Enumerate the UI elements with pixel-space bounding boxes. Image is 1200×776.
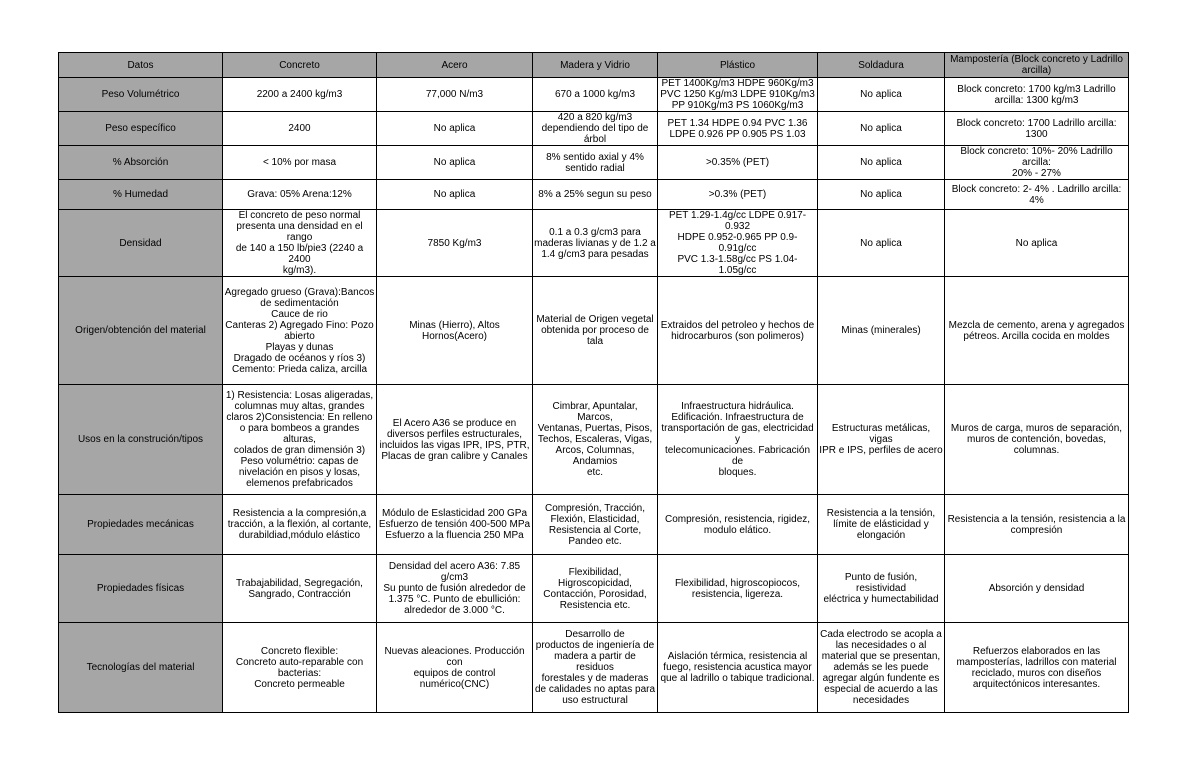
table-cell: Material de Origen vegetal obtenida por proceso de tala — [533, 277, 658, 385]
table-row — [59, 112, 1129, 146]
table-cell: 420 a 820 kg/m3 dependiendo del tipo de árbol — [533, 112, 658, 146]
row-label: % Humedad — [59, 180, 223, 210]
table-cell: Agregado grueso (Grava):Bancos de sedimentación Cauce de rio Canteras 2) Agregado Fino: Pozo abierto Playas y dunas Dragado de océanos y ríos 3) Cemento: Prieda caliza, arcilla — [223, 277, 377, 385]
table-cell: PET 1.34 HDPE 0.94 PVC 1.36 LDPE 0.926 PP 0.905 PS 1.03 — [658, 112, 818, 146]
header-cell-soldadura: Soldadura — [818, 53, 945, 78]
table-cell: Flexibilidad, higroscopiocos, resistencia, ligereza. — [658, 555, 818, 623]
table-cell: Refuerzos elaborados en las mamposterías, ladrillos con material reciclado, muros con diseños arquitectónicos interesantes. — [945, 623, 1129, 713]
row-label: Tecnologías del material — [59, 623, 223, 713]
table-row — [59, 180, 1129, 210]
table-cell: Infraestructura hidráulica. Edificación. Infraestructura de transportación de gas, electricidad y telecomunicaciones. Fabricación de bloques. — [658, 385, 818, 495]
table-cell: 2200 a 2400 kg/m3 — [223, 78, 377, 112]
table-cell: 8% a 25% segun su peso — [533, 180, 658, 210]
table-cell: PET 1.29-1.4g/cc LDPE 0.917-0.932 HDPE 0.952-0.965 PP 0.9-0.91g/cc PVC 1.3-1.58g/cc PS 1.04-1.05g/cc — [658, 210, 818, 277]
table-cell: Cimbrar, Apuntalar, Marcos, Ventanas, Puertas, Pisos, Techos, Escaleras, Vigas, Arcos, Columnas, Andamios etc. — [533, 385, 658, 495]
table-cell: 1) Resistencia: Losas aligeradas, columnas muy altas, grandes claros 2)Consistencia: En relleno o para bombeos a grandes alturas, colados de gran dimensión 3) Peso volumétrio: capas de nivelación en pisos y losas, elemenos prefabricados — [223, 385, 377, 495]
table-cell: No aplica — [818, 210, 945, 277]
table-row — [59, 385, 1129, 495]
table-cell: Estructuras metálicas, vigas IPR e IPS, perfiles de acero — [818, 385, 945, 495]
table-cell: No aplica — [945, 210, 1129, 277]
table-cell: 0.1 a 0.3 g/cm3 para maderas livianas y de 1.2 a 1.4 g/cm3 para pesadas — [533, 210, 658, 277]
table-cell: Resistencia a la compresión,a tracción, a la flexión, al cortante, durabildiad,módulo elástico — [223, 495, 377, 555]
table-cell: No aplica — [377, 112, 533, 146]
row-label: Usos en la construción/tipos — [59, 385, 223, 495]
table-cell: Módulo de Eslasticidad 200 GPa Esfuerzo de tensión 400-500 MPa Esfuerzo a la fluencia 250 MPa — [377, 495, 533, 555]
table-row — [59, 495, 1129, 555]
header-cell-concreto: Concreto — [223, 53, 377, 78]
table-row — [59, 146, 1129, 180]
table-cell: Concreto flexible: Concreto auto-reparable con bacterias: Concreto permeable — [223, 623, 377, 713]
header-cell-datos: Datos — [59, 53, 223, 78]
table-cell: PET 1400Kg/m3 HDPE 960Kg/m3 PVC 1250 Kg/m3 LDPE 910Kg/m3 PP 910Kg/m3 PS 1060Kg/m3 — [658, 78, 818, 112]
table-row — [59, 555, 1129, 623]
table-cell: No aplica — [818, 146, 945, 180]
table-cell: No aplica — [818, 112, 945, 146]
table-cell: Grava: 05% Arena:12% — [223, 180, 377, 210]
table-cell: >0.35% (PET) — [658, 146, 818, 180]
row-label: Peso específico — [59, 112, 223, 146]
table-cell: No aplica — [377, 146, 533, 180]
header-cell-acero: Acero — [377, 53, 533, 78]
table-row — [59, 623, 1129, 713]
table-cell: No aplica — [818, 180, 945, 210]
table-cell: No aplica — [818, 78, 945, 112]
table-cell: Block concreto: 1700 Ladrillo arcilla: 1300 — [945, 112, 1129, 146]
table-cell: No aplica — [377, 180, 533, 210]
materials-table — [58, 52, 1129, 713]
header-cell-mamposteria: Mampostería (Block concreto y Ladrillo arcilla) — [945, 53, 1129, 78]
table-cell: Minas (Hierro), Altos Hornos(Acero) — [377, 277, 533, 385]
table-cell: Minas (minerales) — [818, 277, 945, 385]
table-row — [59, 78, 1129, 112]
table-cell: Absorción y densidad — [945, 555, 1129, 623]
table-cell: Trabajabilidad, Segregación, Sangrado, Contracción — [223, 555, 377, 623]
table-cell: Nuevas aleaciones. Producción con equipos de control numérico(CNC) — [377, 623, 533, 713]
table-cell: Flexibilidad, Higroscopicidad, Contacción, Porosidad, Resistencia etc. — [533, 555, 658, 623]
table-cell: Densidad del acero A36: 7.85 g/cm3 Su punto de fusión alrededor de 1.375 °C. Punto de ebullición: alrededor de 3.000 °C. — [377, 555, 533, 623]
table-cell: Block concreto: 1700 kg/m3 Ladrillo arcilla: 1300 kg/m3 — [945, 78, 1129, 112]
row-label: Propiedades físicas — [59, 555, 223, 623]
table-cell: Aislación térmica, resistencia al fuego, resistencia acustica mayor que al ladrillo o tabique tradicional. — [658, 623, 818, 713]
table-cell: Muros de carga, muros de separación, muros de contención, bovedas, columnas. — [945, 385, 1129, 495]
table-cell: Cada electrodo se acopla a las necesidades o al material que se presentan, además se les puede agregar algún fundente es especial de acuerdo a las necesidades — [818, 623, 945, 713]
table-cell: Resistencia a la tensión, límite de elásticidad y elongación — [818, 495, 945, 555]
table-row — [59, 210, 1129, 277]
table-cell: Block concreto: 2- 4% . Ladrillo arcilla: 4% — [945, 180, 1129, 210]
row-label: Propiedades mecánicas — [59, 495, 223, 555]
table-row — [59, 277, 1129, 385]
table-cell: El Acero A36 se produce en diversos perfiles estructurales, incluidos las vigas IPR, IPS, PTR, Placas de gran calibre y Canales — [377, 385, 533, 495]
table-cell: 77,000 N/m3 — [377, 78, 533, 112]
table-cell: >0.3% (PET) — [658, 180, 818, 210]
table-cell: Mezcla de cemento, arena y agregados pétreos. Arcilla cocida en moldes — [945, 277, 1129, 385]
table-cell: < 10% por masa — [223, 146, 377, 180]
table-cell: 2400 — [223, 112, 377, 146]
row-label: Peso Volumétrico — [59, 78, 223, 112]
header-cell-plastico: Plástico — [658, 53, 818, 78]
table-cell: Block concreto: 10%- 20% Ladrillo arcilla: 20% - 27% — [945, 146, 1129, 180]
header-cell-madera-vidrio: Madera y Vidrio — [533, 53, 658, 78]
row-label: Densidad — [59, 210, 223, 277]
table-cell: 7850 Kg/m3 — [377, 210, 533, 277]
table-cell: 670 a 1000 kg/m3 — [533, 78, 658, 112]
table-cell: 8% sentido axial y 4% sentido radial — [533, 146, 658, 180]
header-row — [59, 53, 1129, 78]
table-cell: Resistencia a la tensión, resistencia a la compresión — [945, 495, 1129, 555]
table-cell: Desarrollo de productos de ingeniería de madera a partir de residuos forestales y de maderas de calidades no aptas para uso estructural — [533, 623, 658, 713]
table-cell: Compresión, resistencia, rigidez, modulo elático. — [658, 495, 818, 555]
row-label: Origen/obtención del material — [59, 277, 223, 385]
row-label: % Absorción — [59, 146, 223, 180]
table-cell: El concreto de peso normal presenta una densidad en el rango de 140 a 150 lb/pie3 (2240 a 2400 kg/m3). — [223, 210, 377, 277]
table-cell: Compresión, Tracción, Flexión, Elasticidad, Resistencia al Corte, Pandeo etc. — [533, 495, 658, 555]
table-cell: Punto de fusión, resistividad eléctrica y humectabilidad — [818, 555, 945, 623]
table-cell: Extraidos del petroleo y hechos de hidrocarburos (son polimeros) — [658, 277, 818, 385]
